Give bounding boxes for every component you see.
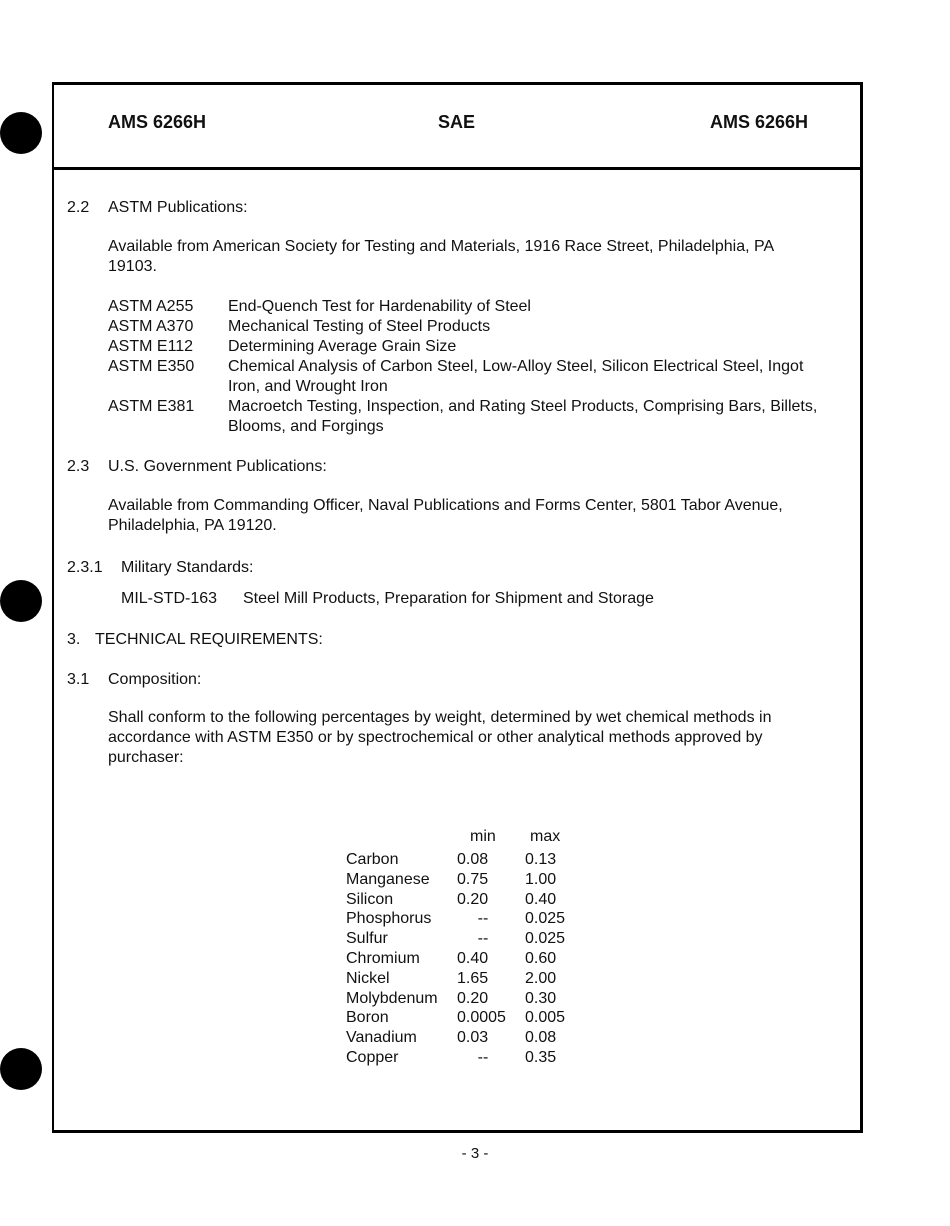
element-name: Boron <box>346 1009 389 1027</box>
section-number: 3.1 <box>67 671 90 688</box>
min-value: 0.03 <box>457 1029 489 1047</box>
element-name: Vanadium <box>346 1029 417 1047</box>
reference-title: Determining Average Grain Size <box>228 338 457 355</box>
section-3-heading <box>67 630 323 650</box>
binder-hole-bottom <box>0 1048 42 1090</box>
column-header-min: min <box>470 828 496 845</box>
section-number: 3. <box>67 631 81 648</box>
header-publisher: SAE <box>438 112 476 132</box>
max-value: 0.005 <box>525 1009 566 1027</box>
max-value: 0.025 <box>525 930 566 948</box>
min-value: -- <box>477 910 489 928</box>
paragraph-line: accordance with ASTM E350 or by spectrochemical or other analytical methods approved by <box>108 729 763 746</box>
header-doc-number-left: AMS 6266H <box>108 112 207 132</box>
min-value: 0.08 <box>457 851 489 868</box>
max-value: 0.60 <box>525 950 557 967</box>
reference-title: Mechanical Testing of Steel Products <box>228 318 491 335</box>
min-value: 0.40 <box>457 950 489 967</box>
section-2-3-availability <box>108 496 783 536</box>
max-value: 1.00 <box>525 870 557 888</box>
header-doc-number-right: AMS 6266H <box>710 112 809 132</box>
section-2-2-availability <box>108 237 774 277</box>
max-value: 0.13 <box>525 851 557 868</box>
section-title: TECHNICAL REQUIREMENTS: <box>95 631 323 648</box>
element-name: Phosphorus <box>346 910 432 928</box>
reference-title: Macroetch Testing, Inspection, and Rating Steel Products, Comprising Bars, Billets, <box>228 398 818 415</box>
reference-code: ASTM A370 <box>108 318 194 335</box>
section-title: Military Standards: <box>121 559 254 576</box>
max-value: 2.00 <box>525 969 557 987</box>
reference-code: ASTM E112 <box>108 338 194 355</box>
min-value: 1.65 <box>457 969 489 987</box>
min-value: -- <box>477 1049 489 1066</box>
element-name: Copper <box>346 1049 399 1066</box>
section-2-2-heading <box>67 198 248 218</box>
availability-line: 19103. <box>108 258 157 275</box>
section-title: U.S. Government Publications: <box>108 458 327 475</box>
composition-paragraph <box>108 708 771 768</box>
availability-line: Available from American Society for Testing and Materials, 1916 Race Street, Philadelphia, PA <box>108 238 775 255</box>
military-standard-code: MIL-STD-163 <box>121 590 218 607</box>
max-value: 0.08 <box>525 1029 557 1047</box>
min-value: 0.20 <box>457 989 489 1007</box>
element-name: Manganese <box>346 870 430 888</box>
element-name: Carbon <box>346 851 399 868</box>
reference-title-continued: Blooms, and Forgings <box>228 418 384 435</box>
column-header-max: max <box>530 828 561 845</box>
paragraph-line: purchaser: <box>108 749 184 766</box>
reference-title: End-Quench Test for Hardenability of Steel <box>228 298 531 315</box>
military-standard-title: Steel Mill Products, Preparation for Shipment and Storage <box>243 590 654 607</box>
section-number: 2.3 <box>67 458 90 475</box>
element-name: Nickel <box>346 969 390 987</box>
section-title: Composition: <box>108 671 202 688</box>
availability-line: Philadelphia, PA 19120. <box>108 517 277 534</box>
max-value: 0.30 <box>525 989 557 1007</box>
element-name: Silicon <box>346 890 394 908</box>
availability-line: Available from Commanding Officer, Naval Publications and Forms Center, 5801 Tabor Avenue, <box>108 497 783 514</box>
reference-title: Chemical Analysis of Carbon Steel, Low-Alloy Steel, Silicon Electrical Steel, Ingot <box>228 358 804 375</box>
binder-hole-top <box>0 112 42 154</box>
binder-hole-middle <box>0 580 42 622</box>
reference-title-continued: Iron, and Wrought Iron <box>228 378 388 395</box>
page-number: - 3 - <box>461 1145 489 1162</box>
section-title: ASTM Publications: <box>108 199 248 216</box>
section-2-3-1-heading <box>67 558 254 578</box>
section-3-1-heading <box>67 670 202 690</box>
section-2-3-heading <box>67 457 327 477</box>
section-number: 2.3.1 <box>67 559 103 576</box>
paragraph-line: Shall conform to the following percentages by weight, determined by wet chemical methods in <box>108 709 772 726</box>
max-value: 0.025 <box>525 910 566 928</box>
page-header <box>54 85 860 170</box>
max-value: 0.40 <box>525 890 557 908</box>
min-value: 0.75 <box>457 870 489 888</box>
min-value: 0.0005 <box>457 1009 506 1027</box>
max-value: 0.35 <box>525 1049 557 1066</box>
reference-code: ASTM E350 <box>108 358 195 375</box>
min-value: 0.20 <box>457 890 489 908</box>
element-name: Sulfur <box>346 930 388 948</box>
element-name: Chromium <box>346 950 420 967</box>
reference-code: ASTM A255 <box>108 298 194 315</box>
section-number: 2.2 <box>67 199 90 216</box>
reference-code: ASTM E381 <box>108 398 195 415</box>
min-value: -- <box>477 930 489 948</box>
element-name: Molybdenum <box>346 989 438 1007</box>
